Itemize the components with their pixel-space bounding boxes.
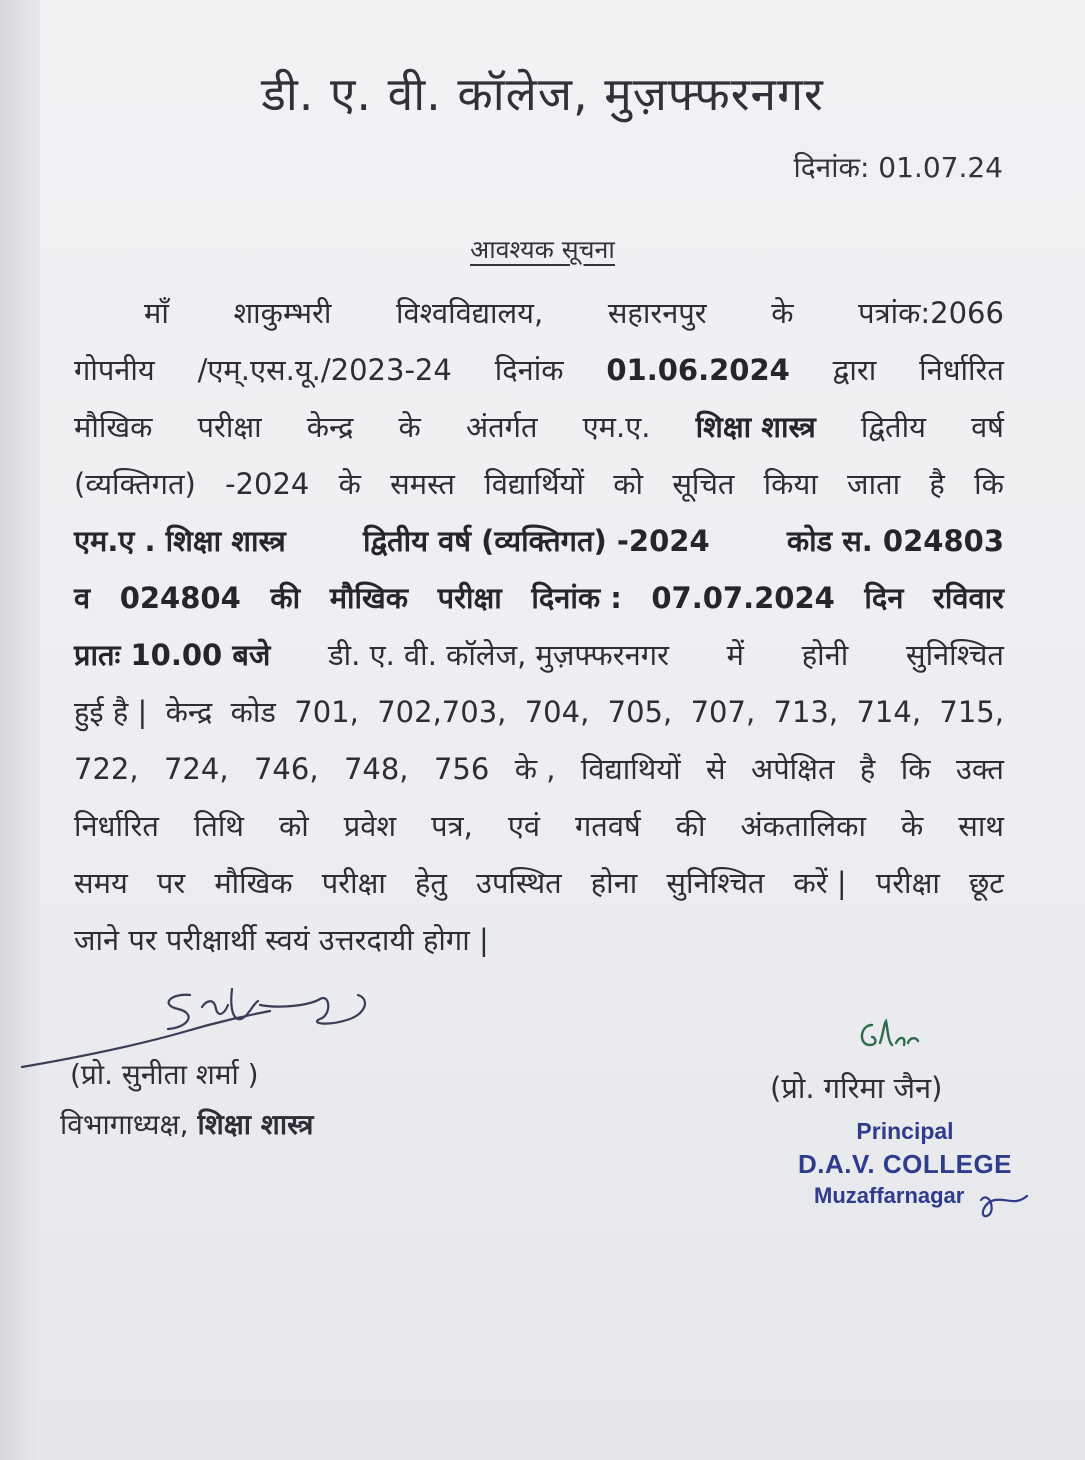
word: अंतर्गत bbox=[465, 410, 538, 444]
word: हुई है | bbox=[74, 695, 148, 729]
word: होनी bbox=[801, 638, 849, 672]
word: गतवर्ष bbox=[574, 809, 641, 843]
notice-line bbox=[74, 285, 1004, 342]
subject-name: शिक्षा शास्त्र bbox=[695, 410, 816, 444]
word: को bbox=[278, 809, 309, 843]
hod-role bbox=[60, 1105, 313, 1143]
paper-edge-shadow bbox=[0, 0, 40, 1460]
word: छूट bbox=[968, 866, 1004, 900]
centre-code: 705, bbox=[607, 695, 673, 729]
word: गोपनीय bbox=[74, 353, 155, 387]
principal-name: (प्रो. गरिमा जैन) bbox=[770, 1071, 943, 1105]
hod-designation: विभागाध्यक्ष, bbox=[60, 1108, 189, 1141]
centre-code: 701, bbox=[294, 695, 359, 729]
word: शाकुम्भरी bbox=[233, 296, 332, 330]
centre-code: 724, bbox=[163, 752, 229, 786]
word: मौखिक bbox=[329, 581, 409, 615]
word: सुनिश्चित bbox=[905, 638, 1004, 672]
word: /एम्.एस.यू./2023-24 bbox=[197, 353, 452, 387]
word: समस्त bbox=[390, 467, 455, 501]
exam-date: 07.07.2024 bbox=[651, 581, 835, 615]
word: सुनिश्चित bbox=[666, 866, 765, 900]
exam-venue: डी. ए. वी. कॉलेज, मुज़फ्फरनगर bbox=[328, 638, 669, 672]
word: पत्रांक:2066 bbox=[858, 296, 1004, 330]
word: निर्धारित bbox=[74, 809, 159, 843]
word: कोड bbox=[230, 695, 276, 729]
word: सूचित bbox=[672, 467, 735, 501]
word: कि bbox=[900, 752, 931, 786]
word: के bbox=[338, 467, 361, 501]
exam-time: प्रातः 10.00 बजे bbox=[74, 638, 271, 672]
word: से bbox=[706, 752, 726, 786]
word: पत्र, bbox=[431, 809, 473, 843]
notice-heading-text: आवश्यक सूचना bbox=[470, 235, 615, 264]
word: दिनांक bbox=[494, 353, 564, 387]
word: निर्धारित bbox=[919, 353, 1004, 387]
notice-line bbox=[74, 513, 1004, 570]
word: के bbox=[398, 410, 421, 444]
letter-date: 01.06.2024 bbox=[606, 353, 790, 387]
word: व bbox=[74, 581, 91, 615]
word: के bbox=[771, 296, 794, 330]
course-code: कोड स. 024803 bbox=[786, 524, 1004, 558]
word: समय bbox=[74, 866, 128, 900]
course-name: एम.ए . शिक्षा शास्त्र bbox=[74, 524, 286, 558]
word: को bbox=[613, 467, 644, 501]
stamp-title: Principal bbox=[856, 1118, 954, 1144]
course-year: द्वितीय वर्ष (व्यक्तिगत) -2024 bbox=[362, 524, 710, 558]
word: हेतु bbox=[415, 866, 447, 900]
word: दिनांक : bbox=[531, 581, 622, 615]
word: के , bbox=[514, 752, 556, 786]
word: जाता bbox=[847, 467, 901, 501]
centre-code: 722, bbox=[74, 752, 139, 786]
notice-line bbox=[74, 570, 1004, 627]
word: विद्यार्थियों bbox=[484, 467, 584, 501]
centre-code: 704, bbox=[524, 695, 590, 729]
notice-line bbox=[74, 912, 1004, 969]
word: उक्त bbox=[955, 752, 1004, 786]
word: की bbox=[270, 581, 301, 615]
centre-code: 746, bbox=[253, 752, 319, 786]
stamp-college: D.A.V. COLLEGE bbox=[797, 1149, 1013, 1179]
notice-line bbox=[74, 399, 1004, 456]
notice-line bbox=[74, 684, 1004, 741]
word: द्वारा bbox=[832, 353, 877, 387]
word: के bbox=[900, 809, 924, 843]
word: उपस्थित bbox=[476, 866, 562, 900]
word: साथ bbox=[958, 809, 1004, 843]
course-code-2: 024804 bbox=[119, 581, 241, 615]
word: परीक्षा bbox=[197, 410, 262, 444]
centre-code: 715, bbox=[939, 695, 1004, 729]
hod-department: शिक्षा शास्त्र bbox=[197, 1108, 314, 1141]
word: कि bbox=[974, 467, 1004, 501]
notice-date: दिनांक: 01.07.24 bbox=[793, 151, 1003, 184]
word: अपेक्षित bbox=[751, 752, 835, 786]
word: प्रवेश bbox=[343, 809, 397, 843]
word: तिथि bbox=[193, 809, 244, 843]
word: होना bbox=[590, 866, 638, 900]
word: एवं bbox=[507, 809, 540, 843]
notice-line bbox=[74, 456, 1004, 513]
word: -2024 bbox=[225, 467, 310, 501]
word: करें | bbox=[793, 866, 847, 900]
notice-line bbox=[74, 798, 1004, 855]
hod-name: (प्रो. सुनीता शर्मा ) bbox=[70, 1058, 259, 1091]
word: वर्ष bbox=[971, 410, 1004, 444]
notice-heading bbox=[0, 232, 1085, 266]
centre-code: 707, bbox=[690, 695, 756, 729]
centre-code: 714, bbox=[856, 695, 922, 729]
word: परीक्षा bbox=[321, 866, 386, 900]
word: पर bbox=[156, 866, 186, 900]
word: केन्द्र bbox=[165, 695, 213, 729]
word: सहारनपुर bbox=[607, 296, 707, 330]
word: मौखिक bbox=[214, 866, 293, 900]
notice-line bbox=[74, 342, 1004, 399]
word: (व्यक्तिगत) bbox=[74, 467, 196, 501]
word: एम.ए. bbox=[582, 410, 651, 444]
word: द्वितीय bbox=[860, 410, 926, 444]
word: माँ bbox=[144, 296, 169, 330]
word: दिन bbox=[864, 581, 904, 615]
notice-body bbox=[74, 285, 1004, 969]
word: अंकतालिका bbox=[740, 809, 866, 843]
word: है bbox=[929, 467, 945, 501]
word: विद्याथियों bbox=[580, 752, 681, 786]
centre-code: 702,703, bbox=[377, 695, 507, 729]
word: परीक्षा bbox=[875, 866, 940, 900]
exam-day: रविवार bbox=[932, 581, 1004, 615]
word: विश्वविद्यालय, bbox=[396, 296, 544, 330]
word: किया bbox=[763, 467, 818, 501]
stamp-flourish-icon bbox=[975, 1182, 1035, 1222]
word: है bbox=[859, 752, 876, 786]
word: में bbox=[726, 638, 744, 672]
stamp-city: Muzaffarnagar bbox=[814, 1183, 965, 1208]
principal-initials-signature bbox=[850, 1015, 920, 1075]
closing-sentence: जाने पर परीक्षार्थी स्वयं उत्तरदायी होगा | bbox=[74, 923, 489, 957]
notice-line bbox=[74, 741, 1004, 798]
word: केन्द्र bbox=[306, 410, 354, 444]
notice-line bbox=[74, 627, 1004, 684]
centre-code: 756 bbox=[433, 752, 490, 786]
centre-code: 748, bbox=[343, 752, 409, 786]
word: मौखिक bbox=[74, 410, 153, 444]
centre-code: 713, bbox=[773, 695, 839, 729]
college-title: डी. ए. वी. कॉलेज, मुज़फ्फरनगर bbox=[261, 67, 824, 121]
notice-line bbox=[74, 855, 1004, 912]
word: की bbox=[675, 809, 706, 843]
word: परीक्षा bbox=[437, 581, 502, 615]
